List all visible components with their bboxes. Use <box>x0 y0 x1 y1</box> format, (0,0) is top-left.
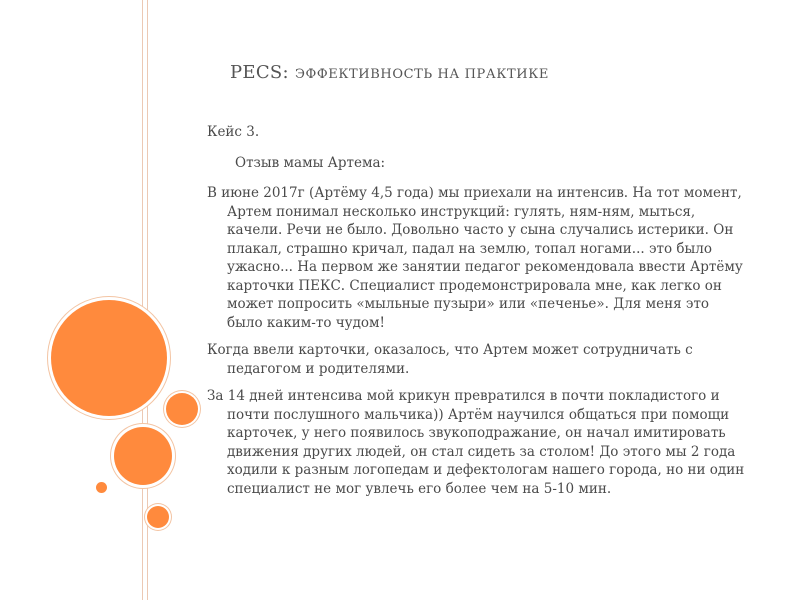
decorative-circle-large <box>51 300 167 416</box>
case-label: Кейс 3. <box>207 124 260 140</box>
title-rest: ЭФФЕКТИВНОСТЬ НА ПРАКТИКЕ <box>294 67 549 82</box>
paragraph: В июне 2017г (Артёму 4,5 года) мы приехали на интенсив. На тот момент, Артем понимал несколько инструкций: гулять, ням-ням, мыться, качели. Речи не было. Довольно часто у сына случались истерики. Он плакал, страшно кричал, падал на землю, топал ногами... это было ужасно... На первом же занятии педагог рекомендовала ввести Артёму карточки ПЕКС. Специалист продемонстрировала мне, как легко он может попросить «мыльные пузыри» или «печенье». Для меня это было каким-то чудом! <box>207 185 743 331</box>
decorative-circle-dot <box>96 482 107 493</box>
decorative-circle-small <box>147 506 169 528</box>
decorative-circle-medium <box>114 427 172 485</box>
slide-content <box>207 123 747 507</box>
decorative-circle-small <box>166 393 198 425</box>
review-label: Отзыв мамы Артема: <box>235 154 386 171</box>
title-main: PECS: <box>230 62 289 83</box>
decorative-line <box>142 0 143 600</box>
paragraph: Когда ввели карточки, оказалось, что Артем может сотрудничать с педагогом и родителями. <box>207 342 693 377</box>
slide-title <box>230 62 670 83</box>
paragraph: За 14 дней интенсива мой крикун превратился в почти покладистого и почти послушного мальчика)) Артём научился общаться при помощи карточек, у него появилось звукоподражание, он начал имитировать движения других людей, он стал сидеть за столом! До этого мы 2 года ходили к разным логопедам и дефектологам нашего города, но ни один специалист не мог увлечь его более чем на 5-10 мин. <box>207 388 745 497</box>
